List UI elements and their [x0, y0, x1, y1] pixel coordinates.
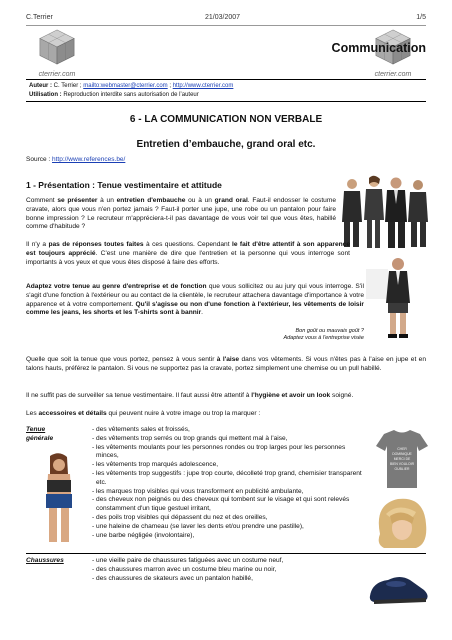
author-line: [29, 82, 423, 91]
svg-text:CHER: CHER: [397, 447, 407, 451]
tshirt-photo: [372, 428, 432, 490]
part-heading: 1 - Présentation : Tenue vestimentaire et attitude: [26, 180, 222, 190]
logo-text: cterrier.com: [374, 71, 412, 78]
cube-logo-icon: [38, 28, 76, 66]
header-author: C.Terrier: [26, 14, 53, 21]
shoe-photo: [366, 560, 432, 608]
chaussures-label-text: Chaussures: [26, 557, 64, 564]
business-people-photo: [338, 172, 430, 252]
photo-caption: [220, 328, 364, 342]
list-item: - des chaussures de skateurs avec un pantalon habillé,: [92, 574, 253, 582]
suit-shorts-photo: [366, 255, 426, 341]
tenue-label: [26, 426, 53, 444]
section-subtitle: Entretien d’embauche, grand oral etc.: [136, 139, 316, 150]
list-item: - des vêtements trop serrés ou trop grands qui mettent mal à l'aise,: [92, 434, 288, 442]
svg-text:BIEN VOULOIR: BIEN VOULOIR: [389, 462, 415, 466]
tenue-list: [92, 426, 368, 540]
tenue-label-line-1: Tenue: [26, 426, 46, 433]
list-item: - une vieille paire de chaussures fatiguées avec un costume neuf,: [92, 557, 284, 564]
author-website-link[interactable]: http://www.cterrier.com: [172, 83, 234, 89]
list-item: - les vêtements trop suggestifs : jupe trop courte, décolleté trop grand, chemisier transparent etc.: [92, 469, 362, 486]
list-item: - des vêtements sales et froissés,: [92, 426, 190, 433]
header-date: 21/03/2007: [205, 14, 241, 21]
list-item: - les marques trop visibles qui vous transforment en publicité ambulante,: [92, 487, 304, 495]
tenue-label-line-2: générale: [26, 434, 54, 442]
hair-photo: [372, 494, 432, 550]
logo-left: [26, 28, 88, 78]
usage-line: [29, 91, 423, 100]
source-label: Source :: [26, 156, 53, 163]
paragraph-intro: Comment se présenter à un entretien d'embauche ou à un grand oral. Faut-il endosser le costume cravate, alors que vous n'en portez jamais ? Faut-il porter une jupe, une robe ou un pantalon pour faire bonne impression ? Le recruteur m'appréciera-t-il pas davantage de vous voir tel que vous êtes, habillé comme d'habitude ?: [26, 197, 337, 231]
paragraph-no-answer: Il n'y a pas de réponses toutes faites à ces questions. Cependant le fait d'être attentif à son apparence est toujours apprécié. C'est une manière de dire que l'entretien et la personne qui vous interroge sont importants à vos yeux et que vous êtes disposé à faire des efforts.: [26, 241, 351, 266]
section-heading: 6 - LA COMMUNICATION NON VERBALE: [129, 114, 323, 125]
list-item: - une barbe négligée (involontaire),: [92, 531, 195, 539]
chaussures-label: [26, 557, 64, 566]
header-divider: [26, 25, 426, 26]
paragraph-accessories: Les accessoires et détails qui peuvent nuire à votre image ou trop la marquer :: [26, 410, 261, 417]
caption-line-1: Bon goût ou mauvais goût ?: [295, 328, 364, 334]
author-label: Auteur :: [29, 83, 52, 89]
usage-text: Reproduction interdite sans autorisation de l’auteur: [61, 91, 199, 98]
svg-text:DOMINIQUE: DOMINIQUE: [392, 452, 412, 456]
caption-line-2: Adaptez vous à l'entreprise visée: [283, 335, 364, 341]
document-title: Communication: [331, 41, 426, 55]
source-line: [26, 156, 125, 163]
list-item: - des cheveux non peignés ou des cheveux qui tombent sur le visage et qui sont relevés constamment d'un tique gestuel irritant,: [92, 496, 350, 513]
list-item: - les vêtements moulants pour les personnes rondes ou trop larges pour les personnes minces,: [92, 443, 346, 460]
list-item: - une haleine de chameau (se laver les dents et/ou prendre une pastille),: [92, 522, 304, 530]
list-item: - des poils trop visibles qui dépassent du nez et des oreilles,: [92, 513, 268, 521]
paragraph-adapt: Adaptez votre tenue au genre d'entreprise et de fonction que vous sollicitez ou au jury qui vous interroge. S'il s'agit d'une fonction à l'extérieur ou au contact de la clientèle, le recruteur attachera davantage d'importance à votre apparence et à votre comportement. Qu'il s'agisse ou non d'une fonction à l'extérieur, les vêtements de loisir comme les jeans, les shorts et les T-shirts sont à bannir.: [26, 283, 365, 317]
author-name: C. Terrier ;: [52, 83, 84, 89]
chaussures-list: [92, 557, 368, 583]
section-divider: [26, 553, 426, 554]
author-box: [26, 79, 426, 102]
paragraph-hygiene: Il ne suffit pas de surveiller sa tenue vestimentaire. Il faut aussi être attentif à l'hygiène et avoir un look soigné.: [26, 392, 354, 399]
author-separator: ;: [167, 83, 173, 89]
logo-text: cterrier.com: [38, 71, 76, 78]
usage-label: Utilisation :: [29, 91, 62, 98]
svg-text:OUBLIER: OUBLIER: [394, 467, 410, 471]
list-item: - les vêtements trop marqués adolescence,: [92, 461, 219, 469]
source-link[interactable]: http://www.references.be/: [52, 156, 126, 163]
author-email-link[interactable]: mailto:webmaster@cterrier.com: [83, 83, 168, 89]
header-page-number: 1/5: [416, 14, 426, 21]
list-item: - des chaussures marron avec un costume bleu marine ou noir,: [92, 565, 277, 573]
woman-photo: [30, 452, 88, 546]
paragraph-comfort: Quelle que soit la tenue que vous portez, pensez à vous sentir à l'aise dans vos vêtements. Si vous n'êtes pas à l'aise en jupe et en talons hauts, préférez le pantalon. Si vous ne supportez pas la cravate, portez simplement une chemise ou un pull habillé.: [26, 356, 427, 372]
svg-text:MERCI DE: MERCI DE: [393, 457, 411, 461]
